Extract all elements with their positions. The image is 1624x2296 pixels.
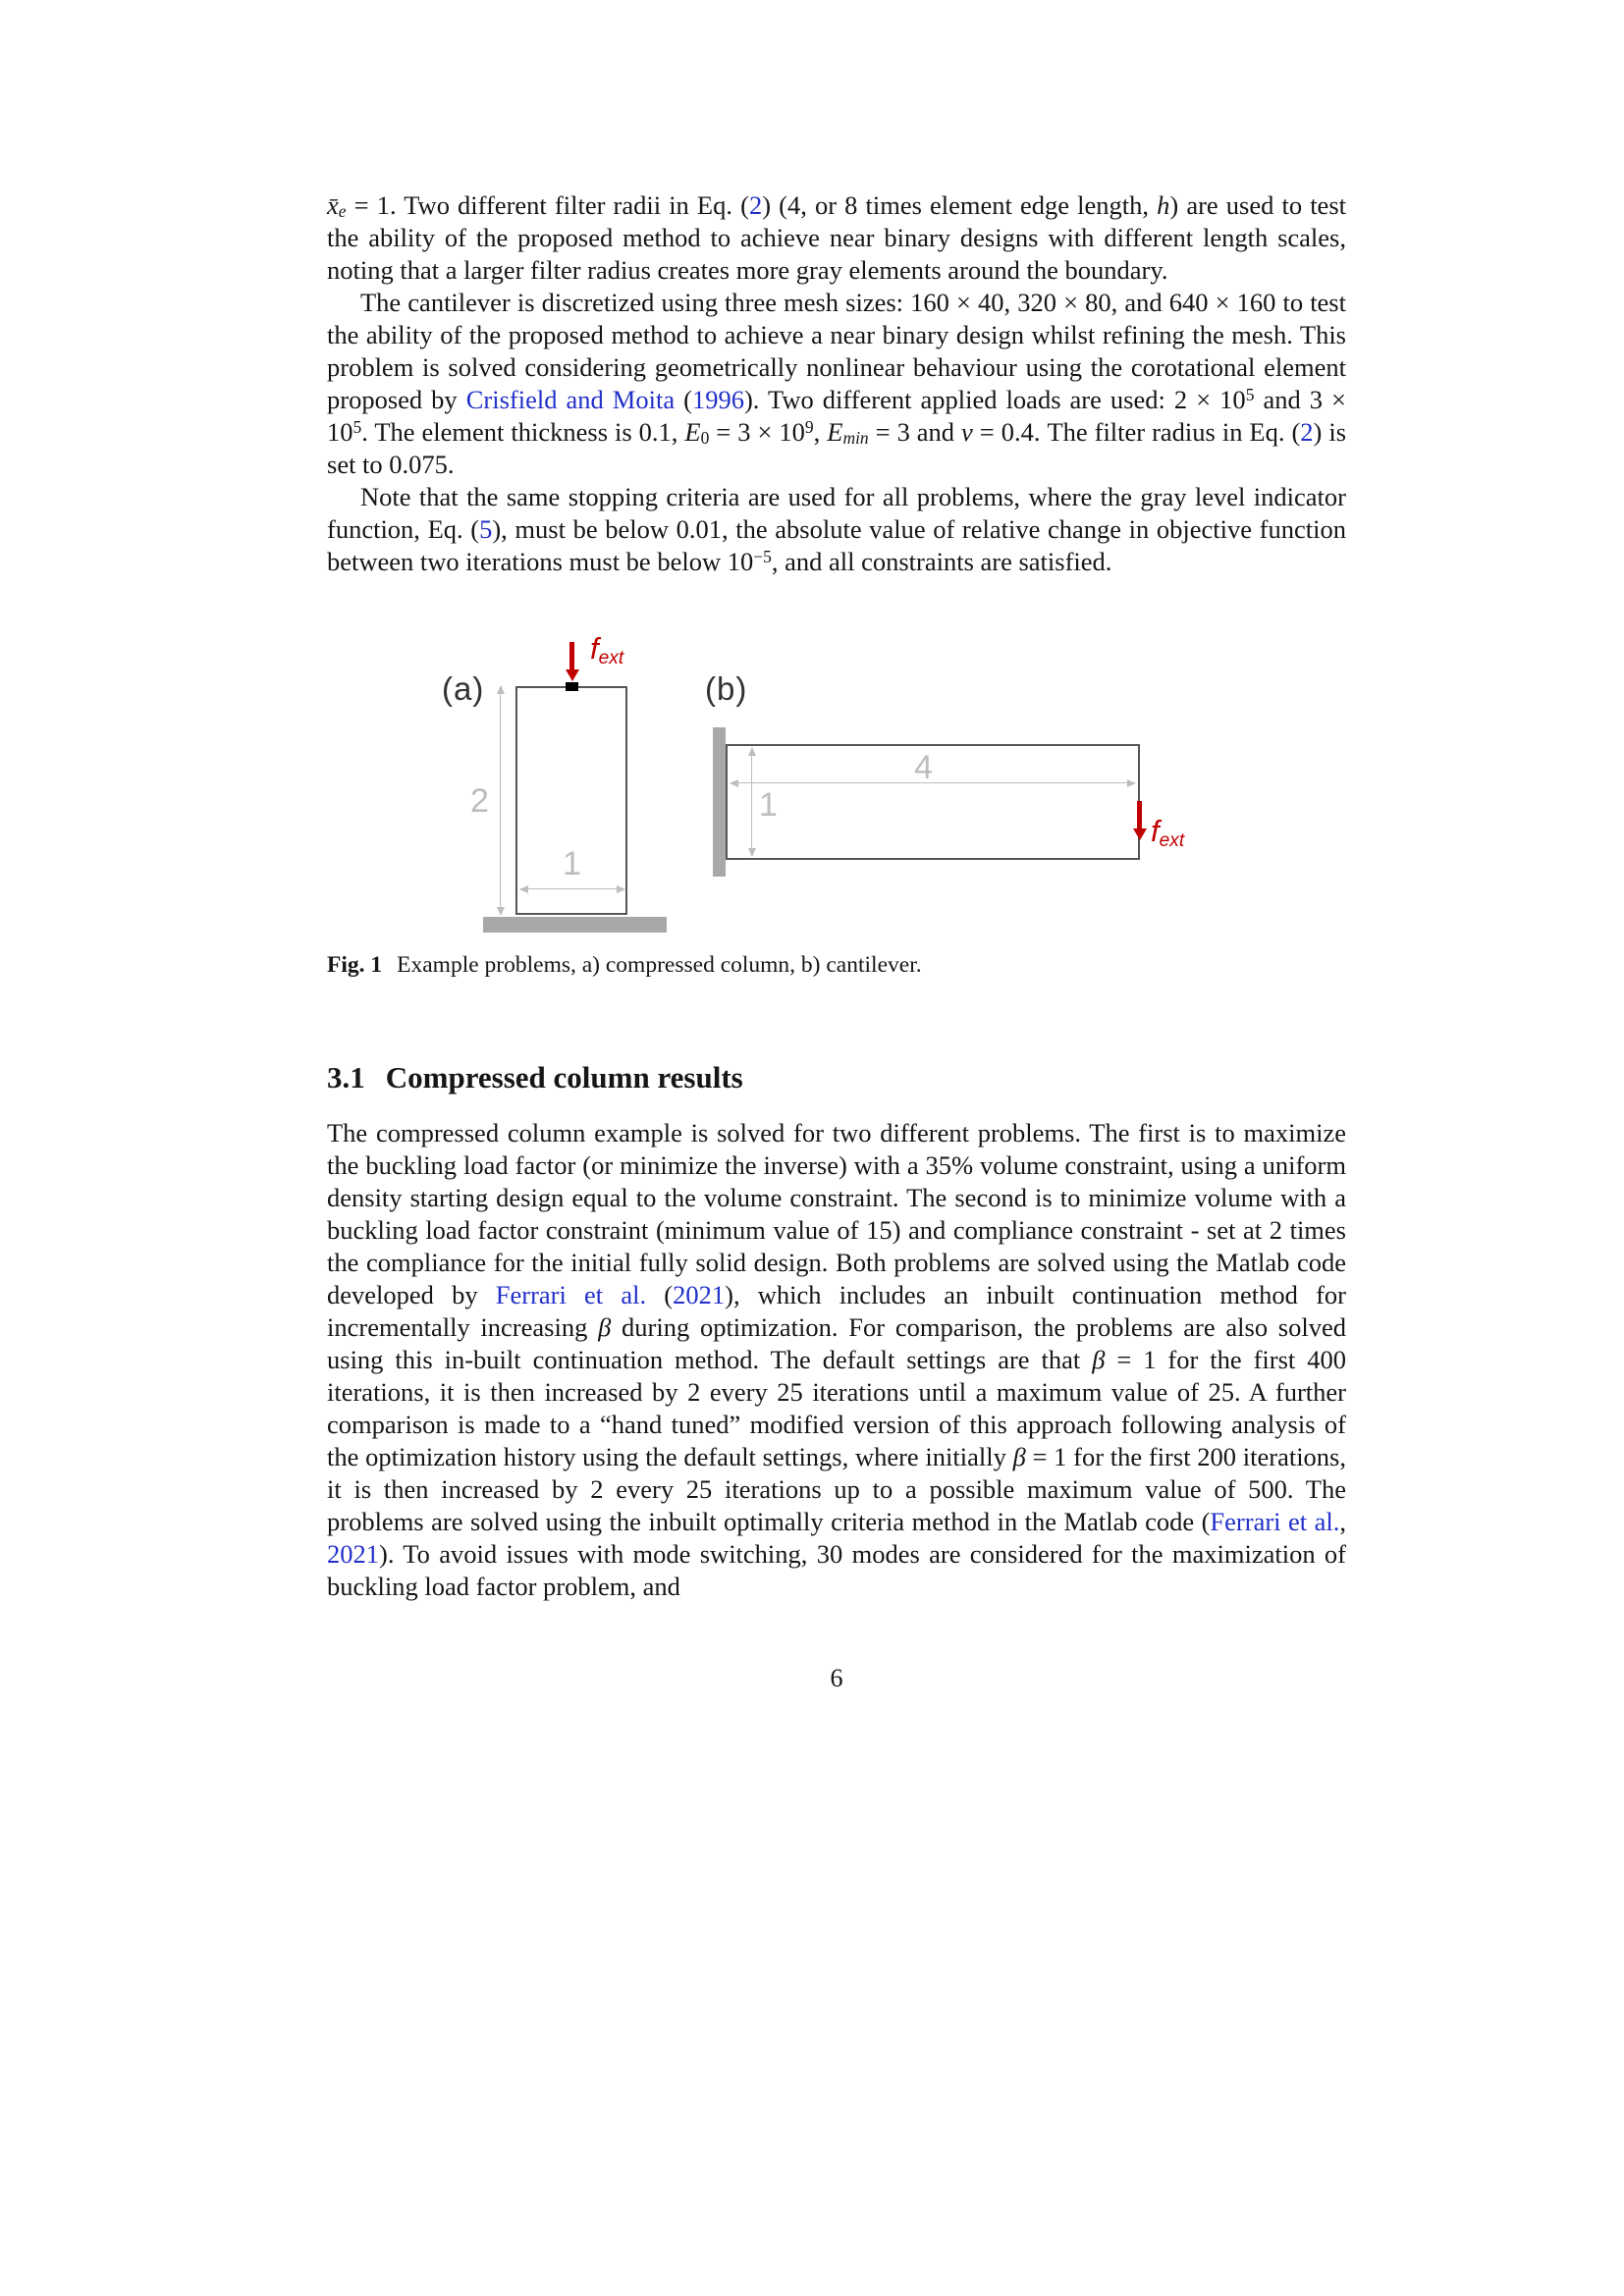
dimension-line-b-length [731, 782, 1135, 783]
paragraph-compressed-column-results: The compressed column example is solved for two different problems. The first is to maximize the buckling load factor (or minimize the inverse) with a 35% volume constraint, using a uniform density starting design equal to the volume constraint. The second is to minimize volume with a buckling load factor constraint (minimum value of 15) and compliance constraint - set at 2 times the compliance for the initial fully solid design. Both problems are solved using the Matlab code developed by Ferrari et al. (2021), which includes an inbuilt continuation method for incrementally increasing β during optimization. For comparison, the problems are also solved using this in-built continuation method. The default settings are that β = 1 for the first 400 iterations, it is then increased by 2 every 25 iterations until a maximum value of 25. A further comparison is made to a “hand tuned” modified version of this approach following analysis of the optimization history using the default settings, where initially β = 1 for the first 200 iterations, it is then increased by 2 every 25 iterations up to a possible maximum value of 500. The problems are solved using the inbuilt optimally criteria method in the Matlab code (Ferrari et al., 2021). To avoid issues with mode switching, 30 modes are considered for the maximization of buckling load factor problem, and [327, 1118, 1346, 1601]
citation-link[interactable]: Ferrari et al. [495, 1280, 647, 1309]
paragraph-stopping-criteria: Note that the same stopping criteria are used for all problems, where the gray level indicator function, Eq. (5), must be below 0.01, the absolute value of relative change in objective function between two iterations must be below $10^{-5}$, and all constraints are satisfied. [327, 482, 1346, 576]
dimension-line-a-height [500, 686, 501, 915]
paragraph-cantilever-discretization: The cantilever is discretized using three mesh sizes: 160 × 40, 320 × 80, and 640 × 160 to test the ability of the proposed method to achieve a near binary design whilst refining the mesh. This problem is solved considering geometrically nonlinear behaviour using the corotational element proposed by Crisfield and Moita (1996). Two different applied loads are used: $2 \times 10^5$ and $3 \times 10^5$. The element thickness is 0.1, $E0 = 3 \times 10^9$, Emin = 3 and ν = 0.4. The filter radius in Eq. (2) is set to 0.075. [327, 288, 1347, 479]
dimension-value-b-height: 1 [759, 786, 778, 824]
force-label-a [590, 631, 623, 669]
figure-a-label: (a) [442, 670, 485, 707]
figure-b-beam-outline [726, 744, 1140, 860]
citation-link[interactable]: 2021 [673, 1280, 726, 1309]
section-title: Compressed column results [385, 1060, 743, 1095]
force-arrow-b [1137, 801, 1142, 829]
force-symbol-a: f [590, 631, 599, 666]
force-subscript-a: ext [598, 647, 624, 668]
citation-link[interactable]: Ferrari et al. [1210, 1507, 1340, 1536]
figure-b-wall-support [713, 727, 726, 877]
figure-caption-text: Example problems, a) compressed column, b) cantilever. [397, 952, 922, 978]
citation-link[interactable]: 2 [748, 190, 763, 220]
force-subscript-b: ext [1159, 829, 1185, 851]
force-arrow-a [569, 642, 574, 670]
figure-a-ground-support [483, 917, 667, 933]
citation-link[interactable]: Crisfield and Moita [465, 385, 676, 414]
force-label-b [1151, 814, 1184, 852]
figure-caption-tag: Fig. 1 [327, 952, 383, 978]
body-text-block-1 [327, 189, 1346, 578]
figure-caption [327, 951, 1346, 980]
force-symbol-b: f [1151, 814, 1160, 848]
citation-link[interactable]: 5 [479, 514, 493, 544]
paragraph-filter-radii: x̄e = 1. Two different filter radii in Eq. (2) (4, or 8 times element edge length, h) are used to test the ability of the proposed method to achieve near binary designs with different length scales, noting that a larger filter radius creates more gray elements around the boundary. [327, 190, 1346, 285]
citation-link[interactable]: 2021 [327, 1539, 379, 1569]
figure-b-label: (b) [705, 670, 748, 707]
dimension-line-b-height [751, 748, 752, 856]
dimension-line-a-width [520, 888, 624, 889]
dimension-value-a-width: 1 [563, 845, 581, 882]
page-number: 6 [830, 1664, 843, 1692]
body-text-block-2 [327, 1117, 1346, 1603]
figure-1 [327, 621, 1346, 945]
citation-link[interactable]: 1996 [691, 385, 744, 414]
section-heading [327, 1060, 1346, 1095]
dimension-value-a-height: 2 [470, 782, 489, 820]
text-column [327, 189, 1346, 1693]
section-number: 3.1 [327, 1060, 365, 1095]
load-point-square [566, 682, 578, 691]
dimension-value-b-length: 4 [914, 749, 933, 786]
citation-link[interactable]: 2 [1300, 417, 1314, 447]
